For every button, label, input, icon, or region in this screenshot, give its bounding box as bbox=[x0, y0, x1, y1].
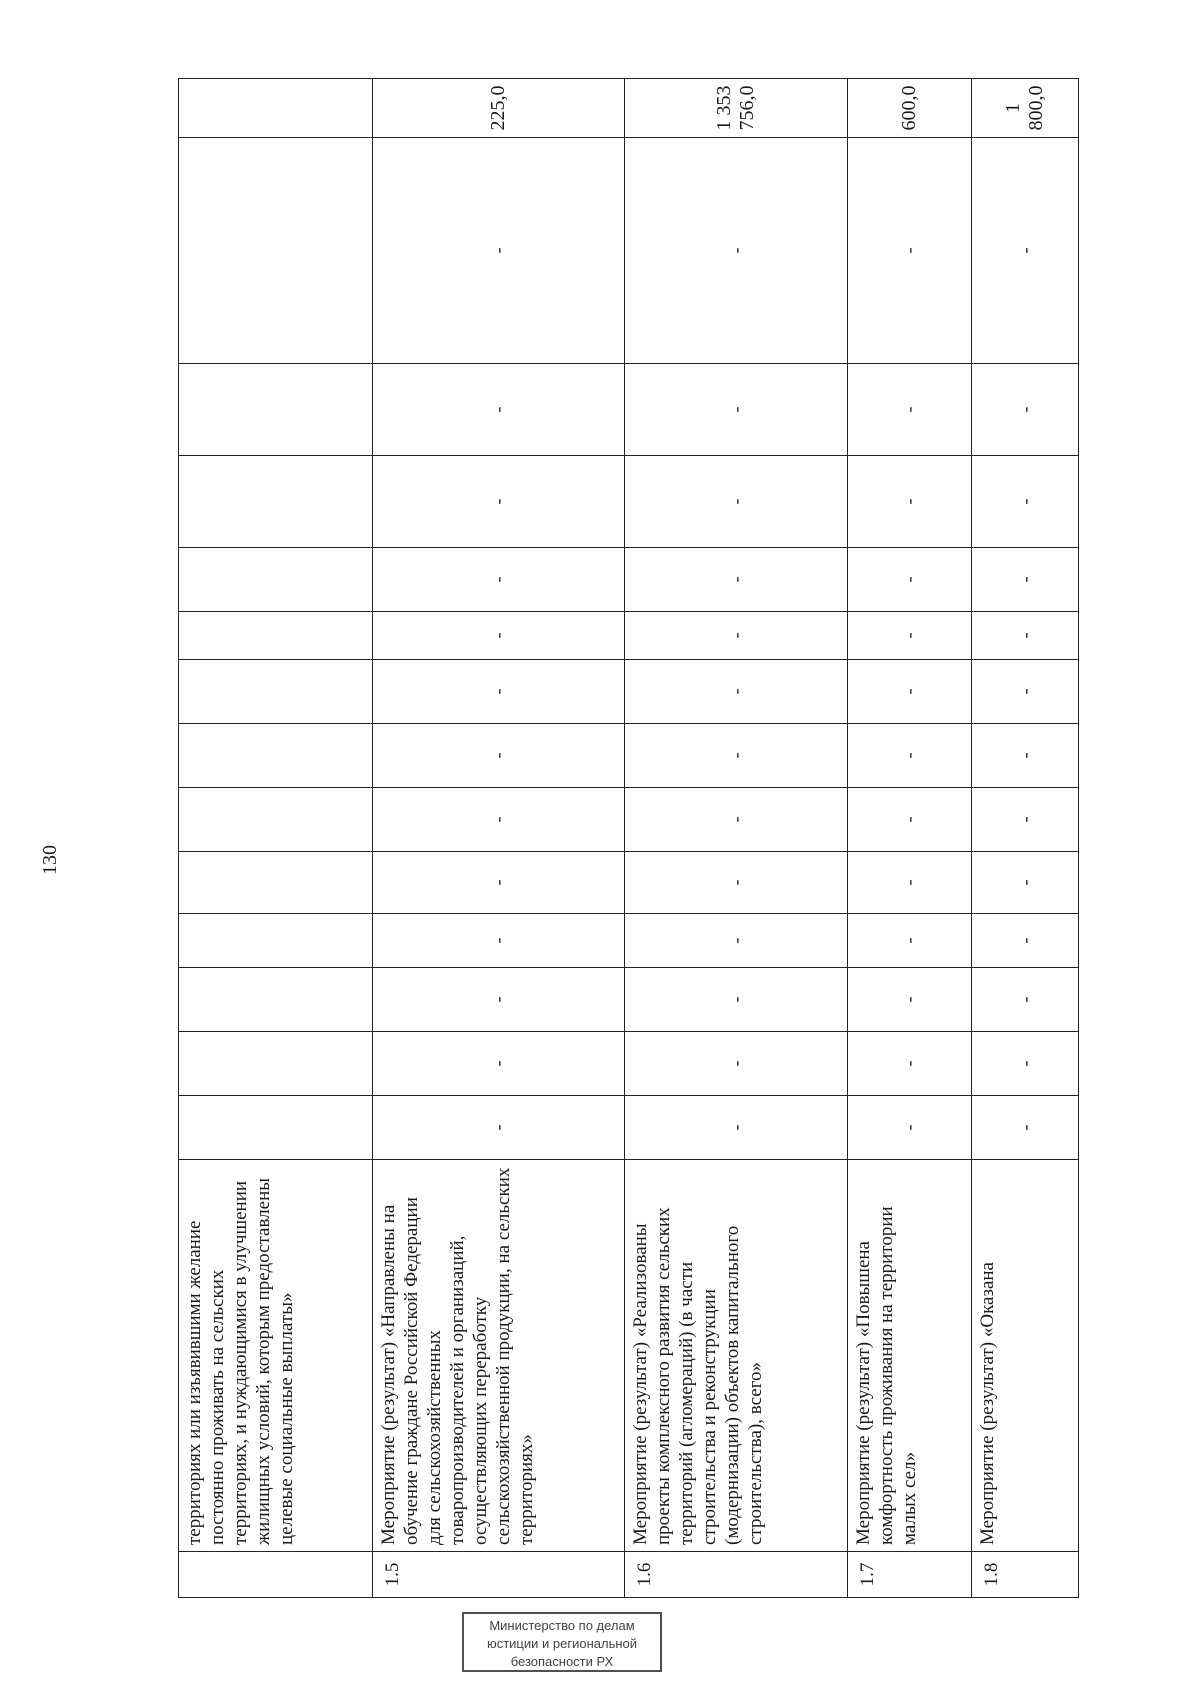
value-cell: - bbox=[625, 456, 848, 548]
value-cell: - bbox=[625, 612, 848, 660]
value-cell: - bbox=[625, 1096, 848, 1160]
table-row bbox=[373, 79, 625, 1598]
value-cell bbox=[179, 968, 373, 1032]
table-row bbox=[972, 79, 1079, 1598]
value-cell: - bbox=[625, 548, 848, 612]
value-cell: - bbox=[972, 852, 1079, 914]
table-row bbox=[179, 79, 373, 1598]
row-description: Мероприятие (результат) «Направлены на обучение граждане Российской Федерации для сельскохозяйственных товаропроизводителей и организаций, осуществляющих переработку сельскохозяйственной продукции, на сельских территориях» bbox=[373, 1160, 625, 1552]
row-description: Мероприятие (результат) «Реализованы проекты комплексного развития сельских территорий (агломераций) (в части строительства и реконструкции (модернизации) объектов капитального строительства), всего» bbox=[625, 1160, 848, 1552]
value-cell: - bbox=[848, 456, 972, 548]
value-cell: - bbox=[373, 612, 625, 660]
value-cell: - bbox=[972, 914, 1079, 968]
row-number: 1.6 bbox=[625, 1552, 848, 1598]
value-cell: - bbox=[625, 138, 848, 364]
value-cell: - bbox=[373, 138, 625, 364]
value-cell: - bbox=[972, 724, 1079, 788]
value-cell: - bbox=[972, 456, 1079, 548]
total-value: 1 353 756,0 bbox=[625, 79, 848, 138]
value-cell: - bbox=[625, 724, 848, 788]
value-cell: - bbox=[373, 1096, 625, 1160]
row-description: Мероприятие (результат) «Оказана bbox=[972, 1160, 1079, 1552]
value-cell: - bbox=[972, 1096, 1079, 1160]
value-cell bbox=[179, 788, 373, 852]
row-number bbox=[179, 1552, 373, 1598]
value-cell bbox=[179, 612, 373, 660]
value-cell: - bbox=[972, 612, 1079, 660]
total-value: 225,0 bbox=[373, 79, 625, 138]
value-cell: - bbox=[972, 548, 1079, 612]
rotated-table-container bbox=[178, 78, 1078, 1598]
value-cell: - bbox=[972, 364, 1079, 456]
value-cell: - bbox=[848, 1096, 972, 1160]
value-cell: - bbox=[625, 914, 848, 968]
value-cell: - bbox=[848, 724, 972, 788]
total-value bbox=[179, 79, 373, 138]
value-cell: - bbox=[373, 968, 625, 1032]
value-cell: - bbox=[373, 914, 625, 968]
value-cell: - bbox=[373, 852, 625, 914]
value-cell: - bbox=[373, 660, 625, 724]
row-description: Мероприятие (результат) «Повышена комфортность проживания на территории малых сел» bbox=[848, 1160, 972, 1552]
value-cell bbox=[179, 1096, 373, 1160]
value-cell bbox=[179, 724, 373, 788]
value-cell: - bbox=[848, 548, 972, 612]
value-cell: - bbox=[373, 456, 625, 548]
table-row bbox=[848, 79, 972, 1598]
value-cell: - bbox=[373, 364, 625, 456]
value-cell bbox=[179, 852, 373, 914]
value-cell: - bbox=[625, 852, 848, 914]
value-cell: - bbox=[625, 1032, 848, 1096]
value-cell: - bbox=[625, 364, 848, 456]
value-cell bbox=[179, 138, 373, 364]
value-cell: - bbox=[972, 788, 1079, 852]
value-cell: - bbox=[972, 138, 1079, 364]
stamp-line-2: юстиции и региональной bbox=[486, 1636, 638, 1651]
value-cell bbox=[179, 456, 373, 548]
value-cell bbox=[179, 660, 373, 724]
value-cell: - bbox=[625, 968, 848, 1032]
value-cell: - bbox=[373, 1032, 625, 1096]
value-cell bbox=[179, 548, 373, 612]
budget-table bbox=[178, 78, 1079, 1598]
value-cell: - bbox=[373, 724, 625, 788]
value-cell: - bbox=[972, 968, 1079, 1032]
table-row bbox=[625, 79, 848, 1598]
page-number: 130 bbox=[39, 845, 61, 875]
value-cell: - bbox=[848, 612, 972, 660]
value-cell: - bbox=[625, 660, 848, 724]
value-cell: - bbox=[848, 852, 972, 914]
value-cell: - bbox=[848, 968, 972, 1032]
value-cell: - bbox=[373, 548, 625, 612]
value-cell: - bbox=[848, 138, 972, 364]
value-cell: - bbox=[972, 660, 1079, 724]
value-cell: - bbox=[848, 914, 972, 968]
row-number: 1.8 bbox=[972, 1552, 1079, 1598]
value-cell: - bbox=[848, 660, 972, 724]
value-cell: - bbox=[848, 788, 972, 852]
value-cell bbox=[179, 914, 373, 968]
stamp-line-1: Министерство по делам bbox=[489, 1618, 635, 1633]
row-description: территориях или изъявившими желание постоянно проживать на сельских территориях, и нуждающимися в улучшении жилищных условий, которым предоставлены целевые социальные выплаты» bbox=[179, 1160, 373, 1552]
value-cell: - bbox=[373, 788, 625, 852]
value-cell: - bbox=[848, 1032, 972, 1096]
total-value: 600,0 bbox=[848, 79, 972, 138]
value-cell bbox=[179, 1032, 373, 1096]
value-cell: - bbox=[848, 364, 972, 456]
row-number: 1.5 bbox=[373, 1552, 625, 1598]
value-cell bbox=[179, 364, 373, 456]
value-cell: - bbox=[972, 1032, 1079, 1096]
ministry-stamp bbox=[462, 1612, 662, 1672]
value-cell: - bbox=[625, 788, 848, 852]
row-number: 1.7 bbox=[848, 1552, 972, 1598]
total-value: 1 800,0 bbox=[972, 79, 1079, 138]
stamp-line-3: безопасности РХ bbox=[510, 1654, 614, 1669]
